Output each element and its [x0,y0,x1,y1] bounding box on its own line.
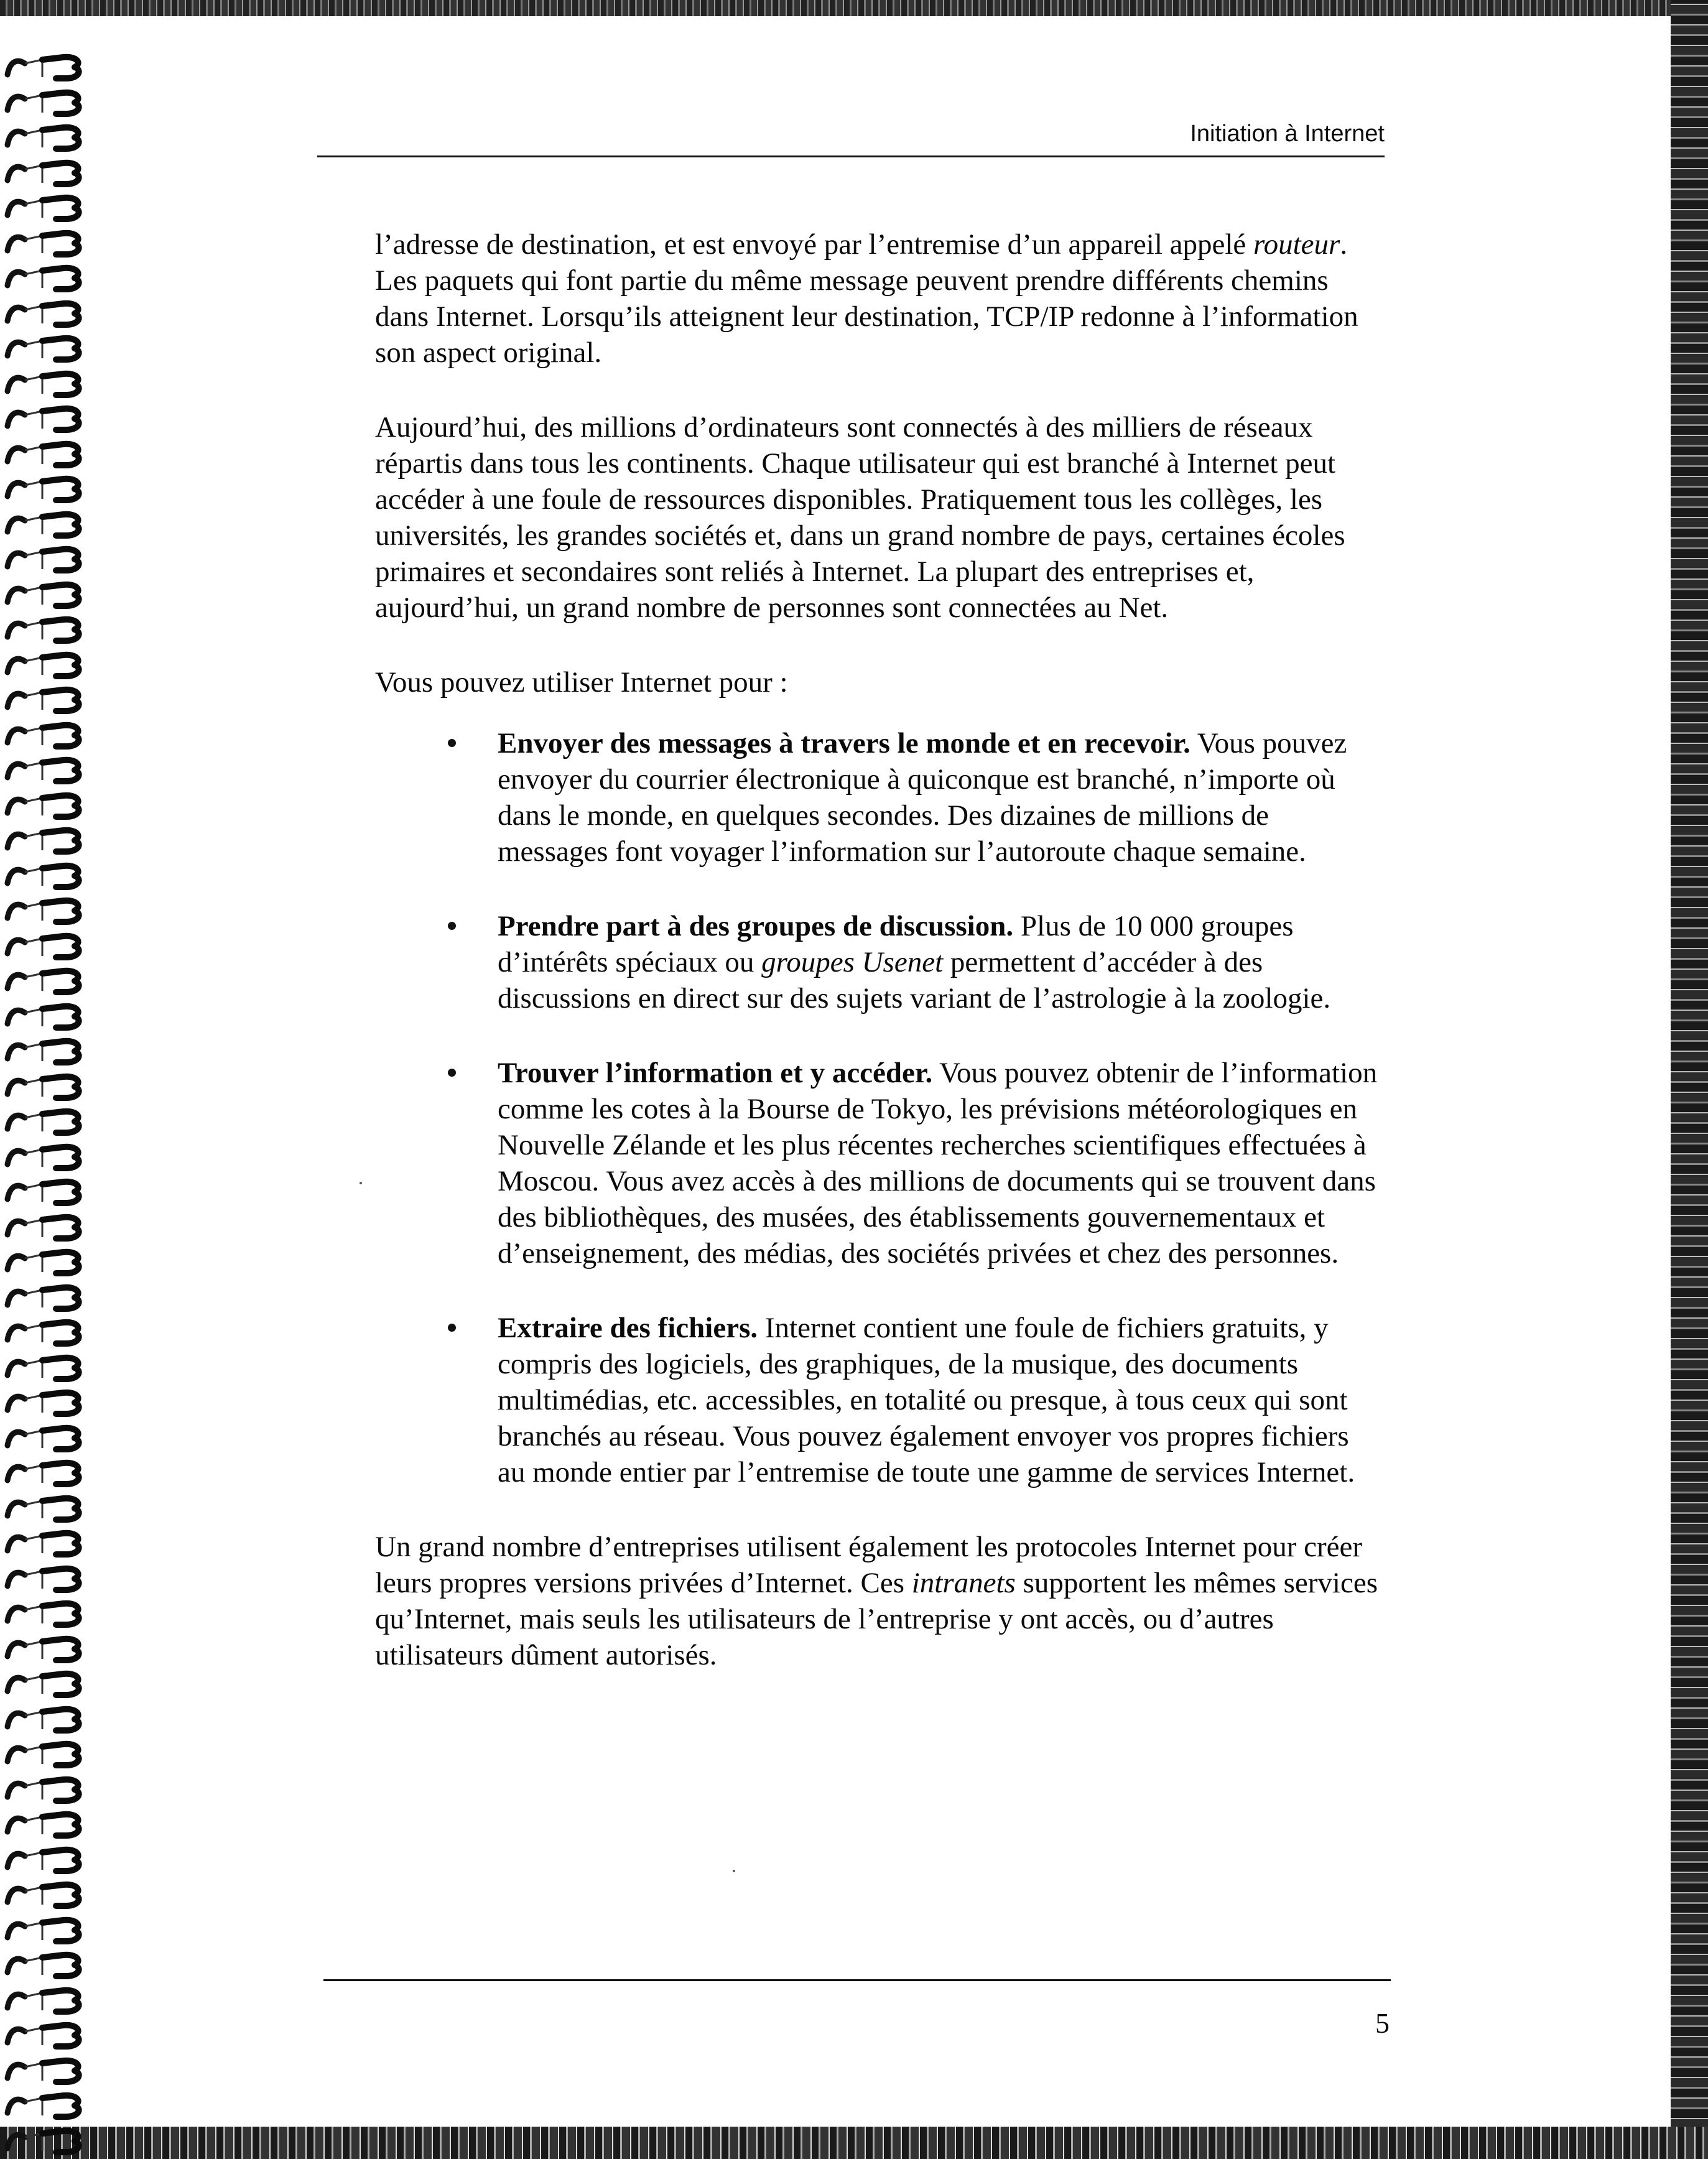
document-page [0,16,1671,2127]
binding-ring-icon [4,228,97,258]
paragraph-text: . Les paquets qui font partie du même message peuvent prendre différents chemins dans Internet. Lorsqu’ils atteignent leur destination, TCP/IP redonne à l’information son aspect original. [375,228,1358,369]
binding-ring-icon [4,2020,97,2050]
binding-ring-icon [4,685,97,715]
paragraph-routing [375,226,1383,371]
binding-ring-icon [4,1247,97,1277]
italic-term: routeur [1253,228,1340,261]
binding-ring-icon [4,333,97,363]
binding-ring-icon [4,2126,97,2156]
binding-ring-icon [4,1564,97,1594]
item-lead: Extraire des fichiers. [498,1312,758,1344]
binding-ring-icon [4,123,97,152]
binding-ring-icon [4,263,97,293]
scan-border-right [1671,0,1708,2159]
binding-ring-icon [4,1212,97,1242]
binding-ring-icon [4,896,97,926]
bullet-icon [448,1069,456,1077]
running-header-title: Initiation à Internet [1190,121,1385,147]
binding-ring-icon [4,580,97,610]
binding-ring-icon [4,966,97,996]
binding-ring-icon [4,931,97,961]
binding-ring-icon [4,720,97,750]
binding-ring-icon [4,1880,97,1910]
paragraph-text: Un grand nombre d’entreprises utilisent également les protocoles Internet pour créer leurs propres versions privées d’Internet. Ces [375,1531,1362,1599]
binding-ring-icon [4,2056,97,2086]
item-text: Vous pouvez envoyer du courrier électronique à quiconque est branché, n’importe où dans le monde, en quelques secondes. Des dizaines de millions de messages font voyager l’information sur l’autoroute chaque semaine. [498,727,1347,868]
scan-speck [733,1870,735,1872]
list-item [375,725,1383,870]
binding-ring-icon [4,404,97,434]
binding-ring-icon [4,1845,97,1875]
scan-border-bottom [0,2127,1708,2159]
binding-ring-icon [4,544,97,574]
binding-ring-icon [4,158,97,188]
bullet-icon [448,739,456,747]
list-item [375,1310,1383,1490]
item-text: Internet contient une foule de fichiers gratuits, y compris des logiciels, des graphiques, de la musique, des documents multimédias, etc. accessibles, en totalité ou presque, à tous ceux qui sont branchés au réseau. Vous pouvez également envoyer vos propres fichiers au monde entier par l’entremise de toute une gamme de services Internet. [498,1312,1355,1488]
item-text: permettent d’accéder à des discussions en direct sur des sujets variant de l’astrologie à la zoologie. [498,946,1331,1014]
binding-ring-icon [4,1634,97,1664]
bullet-icon [448,922,456,930]
binding-ring-icon [4,1353,97,1383]
binding-ring-icon [4,439,97,469]
binding-ring-icon [4,474,97,504]
binding-ring-icon [4,1142,97,1172]
binding-ring-icon [4,1739,97,1769]
binding-ring-icon [4,1072,97,1102]
item-text: Plus de 10 000 groupes d’intérêts spéciaux ou [498,910,1294,978]
header-rule [317,156,1385,157]
binding-ring-icon [4,1809,97,1839]
binding-ring-icon [4,755,97,785]
binding-ring-icon [4,1107,97,1136]
binding-ring-icon [4,1493,97,1523]
binding-ring-icon [4,509,97,539]
binding-ring-icon [4,1775,97,1804]
binding-ring-icon [4,1915,97,1945]
binding-ring-icon [4,1423,97,1453]
list-item [375,1055,1383,1271]
binding-ring-icon [4,1001,97,1031]
footer-rule [323,1979,1391,1981]
binding-ring-icon [4,1950,97,1980]
binding-ring-icon [4,1599,97,1628]
binding-ring-icon [4,88,97,118]
binding-ring-icon [4,825,97,855]
binding-ring-icon [4,791,97,820]
binding-ring-icon [4,1388,97,1418]
binding-ring-icon [4,369,97,399]
bullet-icon [448,1324,456,1332]
paragraph-intranets [375,1529,1383,1673]
page-number: 5 [1375,2007,1390,2039]
binding-ring-icon [4,1283,97,1312]
item-lead: Envoyer des messages à travers le monde et en recevoir. [498,727,1190,759]
binding-ring-icon [4,1704,97,1734]
binding-ring-icon [4,299,97,328]
italic-term: groupes Usenet [761,946,944,978]
binding-ring-icon [4,1036,97,1066]
binding-ring-icon [4,650,97,680]
binding-ring-icon [4,1669,97,1699]
paragraph-text: supportent les mêmes services qu’Internet, mais seuls les utilisateurs de l’entreprise y ont accès, ou d’autres utilisateurs dûment autorisés. [375,1567,1378,1671]
binding-ring-icon [4,1317,97,1347]
binding-ring-icon [4,193,97,223]
binding-ring-icon [4,861,97,891]
scan-speck [360,1182,362,1184]
paragraph-text: l’adresse de destination, et est envoyé par l’entremise d’un appareil appelé [375,228,1254,261]
italic-term: intranets [911,1567,1016,1599]
item-lead: Prendre part à des groupes de discussion. [498,910,1014,942]
uses-list [375,725,1383,1490]
binding-ring-icon [4,1985,97,2015]
binding-ring-icon [4,52,97,82]
binding-ring-icon [4,615,97,644]
body-text [375,226,1383,1712]
binding-ring-icon [4,1458,97,1488]
item-text: Vous pouvez obtenir de l’information comme les cotes à la Bourse de Tokyo, les prévisions météorologiques en Nouvelle Zélande et les plus récentes recherches scientifiques effectuées à Moscou. Vous avez accès à des millions de documents qui se trouvent dans des bibliothèques, des musées, des établissements gouvernementaux et d’enseignement, des médias, des sociétés privées et chez des personnes. [498,1057,1378,1270]
spiral-binding [0,16,109,2127]
binding-ring-icon [4,2091,97,2120]
list-intro: Vous pouvez utiliser Internet pour : [375,666,788,699]
item-lead: Trouver l’information et y accéder. [498,1057,933,1089]
binding-ring-icon [4,1177,97,1207]
paragraph-overview: Aujourd’hui, des millions d’ordinateurs sont connectés à des milliers de réseaux répartis dans tous les continents. Chaque utilisateur qui est branché à Internet peut accéder à une foule de ressources disponibles. Pratiquement tous les collèges, les universités, les grandes sociétés et, dans un grand nombre de pays, certaines écoles primaires et secondaires sont reliés à Internet. La plupart des entreprises et, aujourd’hui, un grand nombre de personnes sont connectées au Net. [375,411,1345,624]
binding-ring-icon [4,1528,97,1558]
list-item [375,908,1383,1016]
scan-border-top [0,0,1708,16]
